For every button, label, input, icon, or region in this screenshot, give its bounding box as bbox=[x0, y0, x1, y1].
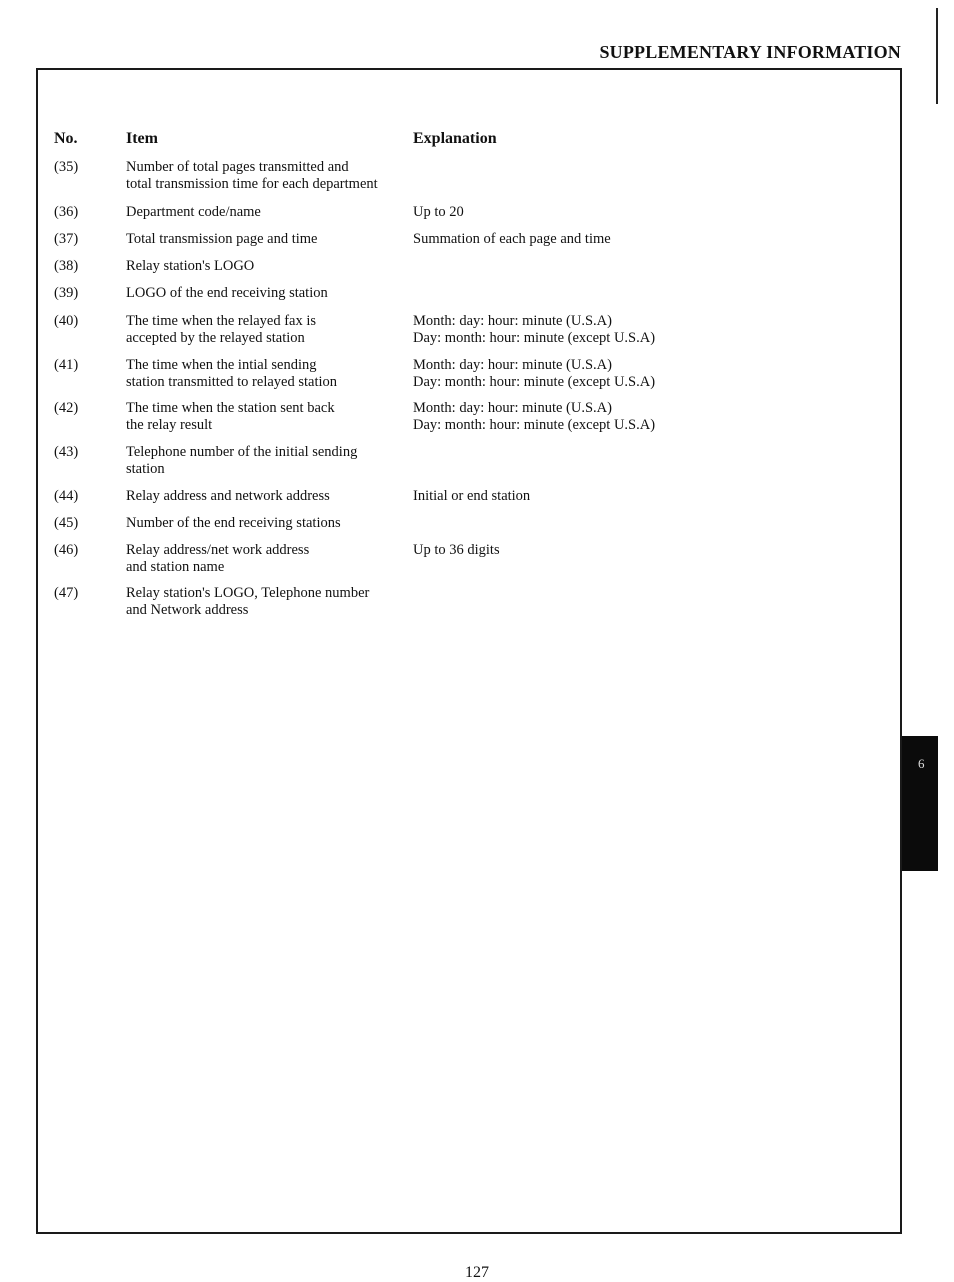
row-explanation: Initial or end station bbox=[413, 488, 531, 504]
row-number: (40) bbox=[54, 313, 79, 329]
row-number: (38) bbox=[54, 258, 79, 274]
row-number: (37) bbox=[54, 231, 79, 247]
row-item: Relay address/net work address and station name bbox=[126, 542, 310, 575]
chapter-tab-label: 6 bbox=[918, 756, 925, 771]
row-item: Total transmission page and time bbox=[126, 231, 318, 247]
row-number: (44) bbox=[54, 488, 79, 504]
row-item: Number of the end receiving stations bbox=[126, 515, 341, 531]
row-number: (47) bbox=[54, 585, 79, 601]
row-item: The time when the intial sending station transmitted to relayed station bbox=[126, 357, 338, 390]
row-item: The time when the station sent back the relay result bbox=[126, 400, 335, 433]
row-item: LOGO of the end receiving station bbox=[126, 285, 328, 301]
row-explanation: Up to 20 bbox=[413, 204, 464, 220]
row-number: (42) bbox=[54, 400, 79, 416]
row-item: Relay station's LOGO bbox=[126, 258, 255, 274]
chapter-tab bbox=[902, 736, 938, 871]
row-item: Relay station's LOGO, Telephone number and Network address bbox=[126, 585, 370, 618]
row-number: (43) bbox=[54, 444, 79, 460]
column-header-no: No. bbox=[54, 130, 78, 147]
margin-mark bbox=[936, 8, 938, 104]
row-item: Department code/name bbox=[126, 204, 261, 220]
row-item: Telephone number of the initial sending station bbox=[126, 444, 358, 477]
row-item: Relay address and network address bbox=[126, 488, 330, 504]
row-item: The time when the relayed fax is accepted by the relayed station bbox=[126, 313, 317, 346]
row-number: (36) bbox=[54, 204, 79, 220]
column-header-explanation: Explanation bbox=[413, 130, 497, 147]
row-explanation: Month: day: hour: minute (U.S.A) Day: month: hour: minute (except U.S.A) bbox=[413, 313, 656, 346]
row-number: (35) bbox=[54, 159, 79, 175]
row-number: (39) bbox=[54, 285, 79, 301]
column-header-item: Item bbox=[126, 130, 158, 147]
page-title: SUPPLEMENTARY INFORMATION bbox=[599, 42, 901, 62]
row-number: (45) bbox=[54, 515, 79, 531]
row-explanation: Up to 36 digits bbox=[413, 542, 500, 558]
row-item: Number of total pages transmitted and total transmission time for each department bbox=[126, 159, 378, 192]
page-number: 127 bbox=[465, 1264, 489, 1281]
row-explanation: Summation of each page and time bbox=[413, 231, 611, 247]
row-explanation: Month: day: hour: minute (U.S.A) Day: month: hour: minute (except U.S.A) bbox=[413, 357, 656, 390]
row-number: (41) bbox=[54, 357, 79, 373]
row-explanation: Month: day: hour: minute (U.S.A) Day: month: hour: minute (except U.S.A) bbox=[413, 400, 656, 433]
row-number: (46) bbox=[54, 542, 79, 558]
